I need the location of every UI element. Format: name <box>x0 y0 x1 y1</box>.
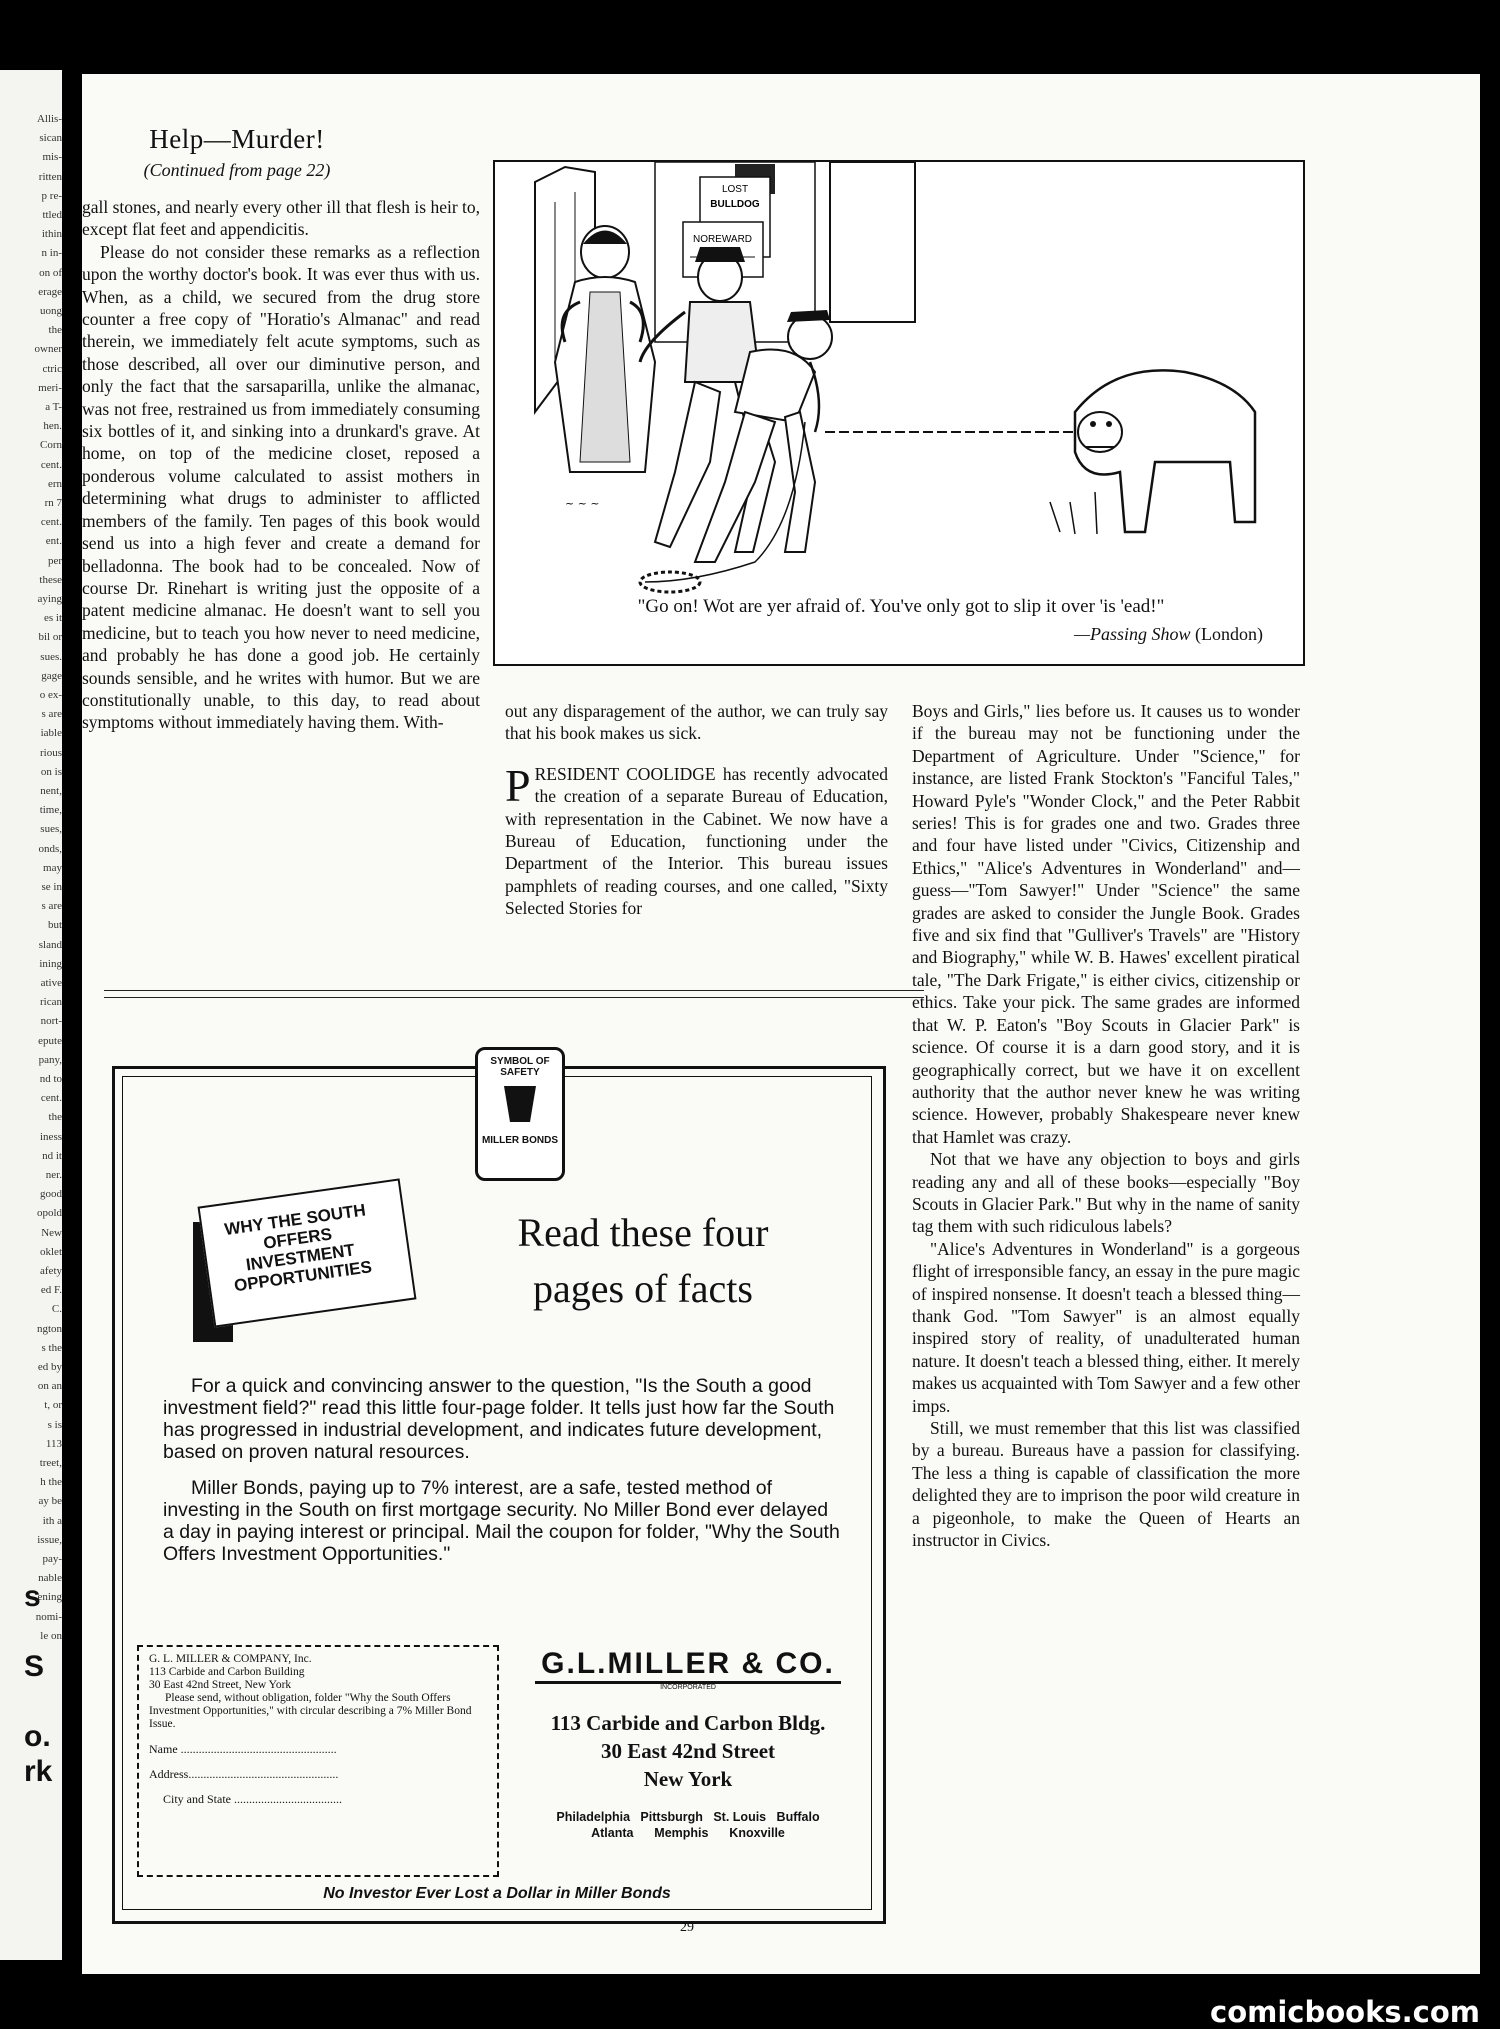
paragraph-text: RESIDENT COOLIDGE has recently advocated the creation of a separate Bureau of Education, with representation in the Cabinet. We now have a Bureau of Education, functioning under the Department of the Interior. This bureau issues pamphlets of reading courses, and one called, "Sixty Selected Stories for <box>505 763 888 919</box>
continued-note: (Continued from page 22) <box>143 160 331 180</box>
coupon-city-line[interactable]: City and State .................................... <box>163 1792 342 1806</box>
facing-page-fragment: ern <box>47 477 62 490</box>
facing-page-fragment: ent. <box>45 535 62 548</box>
facing-page-fragment: ngton <box>36 1322 62 1335</box>
address-line-1: 113 Carbide and Carbon Bldg. <box>550 1711 826 1735</box>
sign-no: NO <box>693 234 708 245</box>
facing-page-fragment: t, or <box>44 1399 62 1412</box>
facing-page-fragment: meri- <box>38 381 62 394</box>
drop-cap: P <box>505 759 531 811</box>
facing-page-fragment: nomi- <box>35 1610 62 1623</box>
company-address <box>523 1709 853 1793</box>
facing-page-fragment: a T- <box>45 401 62 413</box>
facing-page-fragment: per <box>47 554 62 567</box>
facing-page-large-fragment: o. <box>24 1720 51 1753</box>
facing-page-fragment: s are <box>41 708 62 721</box>
facing-page-large-fragment: S <box>24 1650 45 1683</box>
paragraph: gall stones, and nearly every other ill that flesh is heir to, except flat feet and appendicitis. <box>82 197 481 240</box>
facing-page-fragment: rious <box>40 746 62 759</box>
cities-line-2: Atlanta Memphis Knoxville <box>591 1826 785 1840</box>
coupon-name-line[interactable]: Name .................................................... <box>149 1742 337 1756</box>
facing-page-fragment: ay be <box>38 1495 62 1508</box>
facing-page-fragment: sican <box>39 132 62 145</box>
facing-page-fragment: issue, <box>37 1533 62 1546</box>
facing-page-fragment: le on <box>40 1629 62 1642</box>
facing-page-fragment: rn 7 <box>44 497 62 509</box>
facing-page-fragment: ttled <box>42 209 62 221</box>
facing-page-fragment: s the <box>41 1341 62 1354</box>
cartoon-credit <box>1074 624 1263 645</box>
coupon-address-line[interactable]: Address.................................................. <box>149 1767 339 1781</box>
company-block <box>523 1647 853 1841</box>
city-label: City and State <box>163 1792 231 1806</box>
facing-page-fragment: ening <box>37 1591 62 1604</box>
facing-page-fragment: nd to <box>39 1073 62 1085</box>
facing-page-fragment: nent, <box>40 785 62 797</box>
ad-paragraph: For a quick and convincing answer to the question, "Is the South a good investment field?" read this little four-page folder. It tells just how far the South has progressed in industrial development, and indicates future development, based on proven natural resources. <box>163 1375 835 1463</box>
coupon-addr1: 113 Carbide and Carbon Building <box>149 1666 305 1678</box>
facing-page-fragment: treet, <box>39 1457 62 1469</box>
facing-page-fragment: ctric <box>42 362 62 375</box>
ad-tagline: No Investor Ever Lost a Dollar in Miller Bonds <box>323 1885 671 1902</box>
facing-page-fragment: ed F. <box>40 1284 62 1297</box>
facing-page-fragment: es it <box>43 612 62 625</box>
facing-page-fragment: onds, <box>38 842 62 855</box>
cartoon-drawing <box>495 162 1303 664</box>
page-number: 29 <box>680 1920 694 1935</box>
facing-page-fragment: iable <box>40 727 62 740</box>
facing-page-fragment: hen. <box>43 420 62 433</box>
sign-bulldog: BULLDOG <box>710 199 760 210</box>
paragraph: Please do not consider these remarks as a reflection upon the worthy doctor's book. It was ever thus with us. When, as a child, we secured from the drug store counter a free copy of "Horatio's Almanac" and read therein, we immediately felt acute symptoms, such as those described, all over our diminutive person, and only the fact that the sarsaparilla, unlike the almanac, was not free, restrained us from immediately consuming six bottles of it, and sinking into a drunkard's grave. At home, on top of the medicine closet, reposed a ponderous volume calculated to assist mothers in determining what drugs to administer to afflicted members of the family. Ten pages of this book would send us into a high fever and create a demand for belladonna. The book had to be concealed. Now of course Dr. Rinehart is writing just the opposite of a patent medicine almanac. He doesn't want to sell you medicine, but to teach you how never to need medicine, and probably he has done a good job. He certainly sounds sensible, and he writes with humor. But we are constitutionally unable, to this day, to read about symptoms without immediately having them. With- <box>82 241 480 733</box>
article-column-2 <box>505 700 888 920</box>
miller-bonds-advertisement <box>104 1050 892 1930</box>
facing-page-fragment: C. <box>51 1303 62 1316</box>
facing-page-fragment: ative <box>40 977 62 989</box>
article-column-1 <box>82 196 480 734</box>
facing-page-fragment: nable <box>38 1572 62 1585</box>
sign-reward: REWARD <box>707 234 753 245</box>
headline-line-2: pages of facts <box>533 1266 753 1311</box>
facing-page-fragment: rican <box>40 996 62 1009</box>
name-label: Name <box>149 1742 178 1756</box>
facing-page-fragment: n in- <box>41 247 62 260</box>
facing-page-fragment: pay- <box>42 1553 62 1565</box>
facing-page-fragment: New <box>41 1226 62 1239</box>
ad-headline <box>493 1205 793 1317</box>
credit-source: —Passing Show <box>1073 624 1191 644</box>
facing-page-fragment: cent. <box>40 1092 62 1105</box>
facing-page-fragment: opold <box>36 1207 62 1220</box>
facing-page-fragment: ining <box>39 957 62 970</box>
coupon-addr2: 30 East 42nd Street, New York <box>149 1679 292 1691</box>
article-heading: Help—Murder! <box>149 124 325 154</box>
article-column-3 <box>912 700 1300 1551</box>
facing-page-fragment: h the <box>40 1476 62 1489</box>
folder-title: WHY THE SOUTH OFFERS INVESTMENT OPPORTUNITIES <box>223 1200 374 1296</box>
facing-page-fragment: good <box>40 1188 62 1201</box>
facing-page-fragment: epute <box>38 1034 62 1047</box>
facing-page-fragment: s is <box>47 1418 62 1431</box>
facing-page-fragment: owner <box>34 343 62 356</box>
facing-page-fragment: gage <box>41 669 62 682</box>
cartoon-caption: "Go on! Wot are yer afraid of. You've only got to slip it over 'is 'ead!" <box>637 596 1165 617</box>
branch-cities <box>523 1809 853 1841</box>
facing-page-fragment: cent. <box>40 458 62 471</box>
symbol-of-safety-badge <box>475 1047 565 1181</box>
facing-page-fragment: bil or <box>38 631 62 644</box>
paragraph: "Alice's Adventures in Wonderland" is a gorgeous flight of irresponsible fancy, an essay in the pure magic of inspired nonsense. It doesn't teach a blessed thing—thank God. "Tom Sawyer" is an almost equally inspired story of reality, of unadulterated human nature. It doesn't teach a blessed thing, either. It merely makes us acquainted with Tom Sawyer and a few other imps. <box>912 1238 1300 1416</box>
facing-page-fragment: s are <box>41 900 62 913</box>
facing-page-fragment: time, <box>39 804 62 817</box>
coupon-request: Please send, without obligation, folder "Why the South Offers Investment Opportunities," with circular describing a 7% Miller Bond Issue. <box>149 1692 472 1730</box>
facing-page-fragment: 113 <box>45 1437 62 1450</box>
credit-place: (London) <box>1190 624 1263 644</box>
facing-page-fragment: these <box>39 573 62 586</box>
facing-page-fragment: sues. <box>40 650 62 663</box>
ad-body <box>163 1375 843 1579</box>
company-logo: G.L.MILLER & CO. <box>535 1647 841 1684</box>
facing-page-fragment: o ex- <box>39 689 62 701</box>
facing-page-fragment: erage <box>38 285 62 298</box>
mail-coupon[interactable] <box>137 1645 499 1877</box>
facing-page-fragment: p re- <box>41 189 62 202</box>
facing-page-fragment: the <box>48 1111 62 1124</box>
address-label: Address <box>149 1767 189 1781</box>
badge-top-text: SYMBOL OF SAFETY <box>490 1056 550 1078</box>
facing-page-fragment: ner. <box>45 1169 62 1181</box>
facing-page-fragment: se in <box>41 881 62 893</box>
badge-bottom-text: MILLER BONDS <box>481 1135 559 1146</box>
paragraph: Not that we have any objection to boys and girls reading any and all of these books—especially "Boy Scouts in Glacier Park." But why in the name of sanity tag them with such ridiculous labels? <box>912 1149 1300 1237</box>
facing-page-fragment: sland <box>38 938 62 951</box>
svg-text:~ ~ ~: ~ ~ ~ <box>565 497 600 510</box>
facing-page-sliver <box>0 70 62 1960</box>
keystone-icon <box>500 1082 540 1126</box>
facing-page-fragment: on is <box>40 765 62 778</box>
facing-page-fragment: uong <box>40 305 62 317</box>
facing-page-fragment: afety <box>40 1265 62 1277</box>
logo-sub: INCORPORATED <box>660 1684 716 1691</box>
ad-paragraph: Miller Bonds, paying up to 7% interest, are a safe, tested method of investing in the South on first mortgage security. No Miller Bond ever delayed a day in paying interest or principal. Mail the coupon for folder, "Why the South Offers Investment Opportunities." <box>163 1477 840 1565</box>
watermark: comicbooks.com <box>1210 1995 1480 2029</box>
facing-page-fragment: aying <box>37 593 62 605</box>
folder-illustration <box>193 1192 413 1342</box>
paragraph: Boys and Girls," lies before us. It causes us to wonder if the bureau may not be functioning under the Department of Agriculture. Under "Science," for instance, are listed Frank Stockton's "Fanciful Tales," Howard Pyle's "Wonder Clock," and the Peter Rabbit series! This is for grades one and two. Grades three and four have listed under "Civics, Citizenship and Ethics," "Alice's Adventures in Wonderland" and—guess—"Tom Sawyer!" Under "Science" the same grades are asked to consider the Jungle Book. Grades five and six find that "Gulliver's Travels" are "History and Biography," while W. B. Hawes' excellent piratical tale, "The Dark Frigate," is either civics, citizenship or ethics. Take your pick. The same grades are informed that W. P. Eaton's "Boy Scouts in Glacier Park" is science. Of course it is a darn good story, and it is geographically correct, but we have it on excellent authority that the author never knew he was writing science. However, probably Shakespeare never knew that Hamlet was crazy. <box>912 701 1300 1147</box>
address-line-2: 30 East 42nd Street <box>600 1739 776 1763</box>
sign-lost: LOST <box>721 184 749 195</box>
facing-page-fragment: may <box>43 861 62 874</box>
facing-page-fragment: sues, <box>40 823 62 836</box>
ad-inner <box>122 1056 872 1910</box>
facing-page-fragment: Allis- <box>36 113 62 125</box>
paragraph: Still, we must remember that this list was classified by a bureau. Bureaus have a passion for classifying. The less a thing is capable of classification the more delighted they are to imprison the poor wild creature in a pigeonhole, to make the Queen of Hearts an instructor in Civics. <box>912 1418 1300 1551</box>
facing-page-fragment: mis- <box>42 151 62 164</box>
cities-line-1: Philadelphia Pittsburgh St. Louis Buffalo <box>556 1810 820 1824</box>
section-divider <box>104 990 924 998</box>
cartoon-illustration <box>493 160 1305 666</box>
facing-page-fragment: oklet <box>40 1245 62 1258</box>
facing-page-fragment: nort- <box>40 1015 62 1028</box>
facing-page-fragment: ed by <box>37 1361 62 1373</box>
facing-page-fragment: on an <box>37 1380 62 1393</box>
facing-page-fragment: the <box>48 324 62 337</box>
headline-line-1: Read these four <box>517 1210 769 1255</box>
facing-page-fragment: but <box>47 919 62 932</box>
facing-page-large-fragment: rk <box>24 1755 53 1788</box>
facing-page-fragment: pany, <box>38 1053 62 1066</box>
paragraph: out any disparagement of the author, we can truly say that his book makes us sick. <box>505 701 888 744</box>
address-line-3: New York <box>643 1767 733 1791</box>
facing-page-fragment: iness <box>40 1130 62 1143</box>
coupon-company: G. L. MILLER & COMPANY, Inc. <box>149 1653 312 1665</box>
facing-page-fragment: on of <box>39 266 62 279</box>
coolidge-paragraph <box>505 759 888 920</box>
facing-page-fragment: Corn <box>40 439 62 452</box>
facing-page-fragment: ith a <box>42 1514 62 1527</box>
facing-page-fragment: ritten <box>38 170 62 183</box>
facing-page-fragment: nd it <box>42 1149 62 1162</box>
facing-page-large-fragment: s <box>24 1580 41 1613</box>
facing-page-fragment: ithin <box>41 228 62 241</box>
facing-page-fragment: cent. <box>40 516 62 529</box>
